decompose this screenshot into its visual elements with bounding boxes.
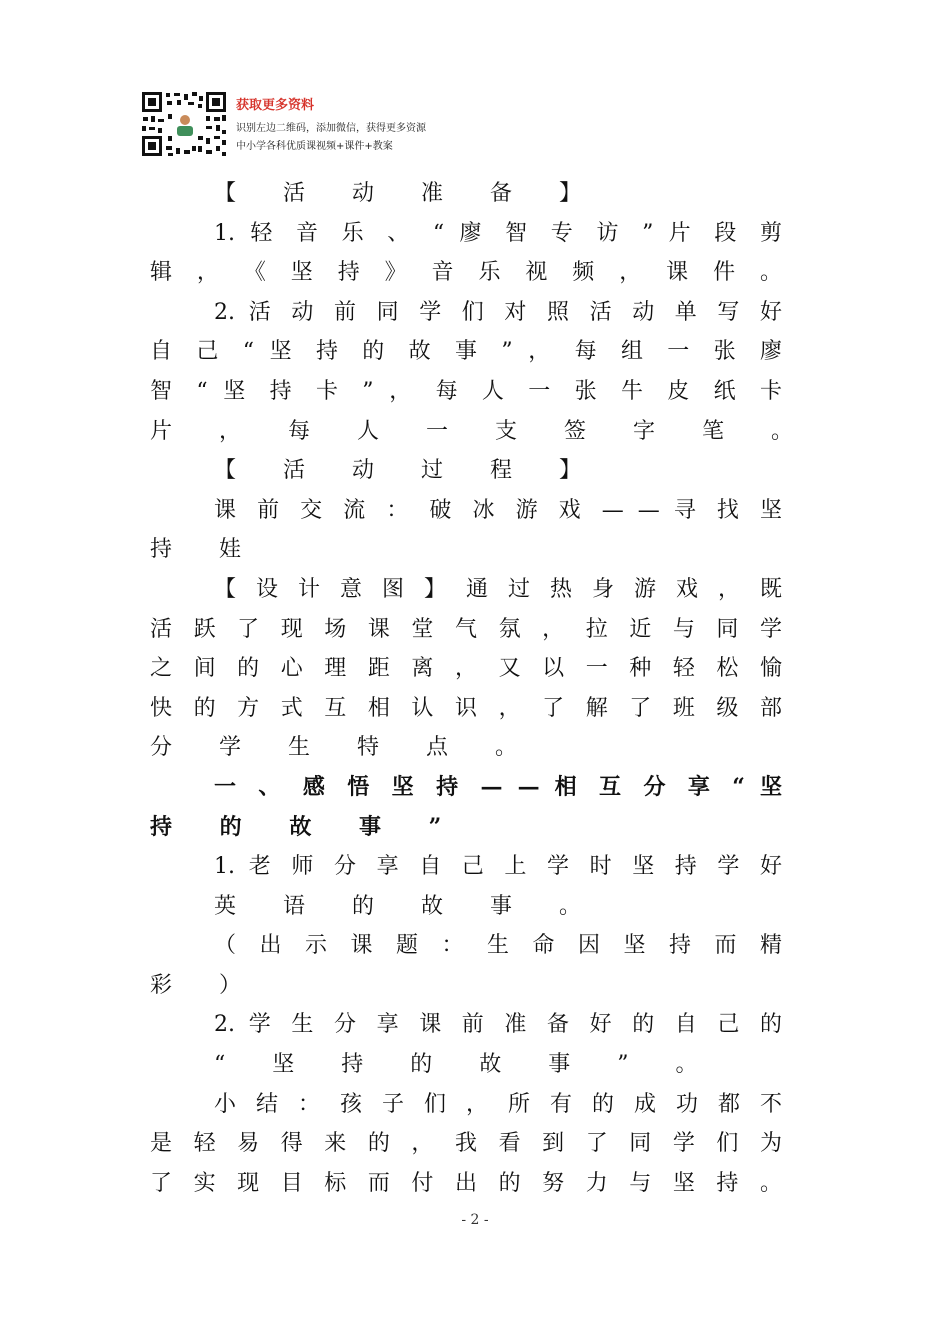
bold-heading-line: 一 、 感 悟 坚 持 — — 相 互 分 享 “ 坚 <box>214 773 782 800</box>
document-body <box>150 174 813 1203</box>
paragraph-line: （ 出 示 课 题 ： 生 命 因 坚 持 而 精 <box>214 933 782 959</box>
paragraph-line: 智 “ 坚 持 卡 ” ， 每 人 一 张 牛 皮 纸 卡 <box>150 378 782 404</box>
paragraph-line: 了 实 现 目 标 而 付 出 的 努 力 与 坚 持 。 <box>150 1170 782 1196</box>
paragraph-line: 英 语 的 故 事 。 <box>214 893 601 919</box>
paragraph-line: 持 娃 <box>150 537 261 563</box>
paragraph-line: 1. 轻 音 乐 、 “ 廖 智 专 访 ” 片 段 剪 <box>214 220 782 246</box>
section-heading: 【 活 动 过 程 】 <box>214 458 601 484</box>
page-number: - 2 - <box>461 1212 489 1228</box>
paragraph-line: 【 设 计 意 图 】 通 过 热 身 游 戏 ， 既 <box>214 576 782 602</box>
paragraph-line: 活 跃 了 现 场 课 堂 气 氛 ， 拉 近 与 同 学 <box>150 616 782 642</box>
paragraph-line: 1. 老 师 分 享 自 己 上 学 时 坚 持 学 好 <box>214 854 782 880</box>
paragraph-line: 之 间 的 心 理 距 离 ， 又 以 一 种 轻 松 愉 <box>150 656 782 682</box>
paragraph-line: 辑 ， 《 坚 持 》 音 乐 视 频 ， 课 件 。 <box>150 260 782 286</box>
paragraph-line: 2. 活 动 前 同 学 们 对 照 活 动 单 写 好 <box>214 299 782 325</box>
paragraph-line: 是 轻 易 得 来 的 ， 我 看 到 了 同 学 们 为 <box>150 1131 782 1157</box>
paragraph-line: “ 坚 持 的 故 事 ” 。 <box>214 1052 718 1078</box>
promo-header <box>140 90 500 162</box>
paragraph-line: 彩 ） <box>150 972 261 998</box>
paragraph-line: 2. 学 生 分 享 课 前 准 备 好 的 自 己 的 <box>214 1012 782 1038</box>
promo-line-1: 识别左边二维码，添加微信，获得更多资源 <box>236 123 426 134</box>
paragraph-line: 快 的 方 式 互 相 认 识 ， 了 解 了 班 级 部 <box>150 695 782 721</box>
paragraph-line: 分 学 生 特 点 。 <box>150 735 537 761</box>
promo-title: 获取更多资料 <box>236 98 315 113</box>
bold-heading-line: 持 的 故 事 ” <box>150 813 462 840</box>
paragraph-line: 课 前 交 流 ： 破 冰 游 戏 — — 寻 找 坚 <box>214 497 782 523</box>
paragraph-line: 小 结 ： 孩 子 们 ， 所 有 的 成 功 都 不 <box>214 1091 782 1117</box>
paragraph-line: 片 ， 每 人 一 支 签 字 笔 。 <box>150 418 813 444</box>
promo-line-2: 中小学各科优质课视频+课件+教案 <box>236 141 393 152</box>
paragraph-line: 自 己 “ 坚 持 的 故 事 ” ， 每 组 一 张 廖 <box>150 339 782 365</box>
qr-code-icon[interactable] <box>140 90 228 158</box>
section-heading: 【 活 动 准 备 】 <box>214 181 601 206</box>
